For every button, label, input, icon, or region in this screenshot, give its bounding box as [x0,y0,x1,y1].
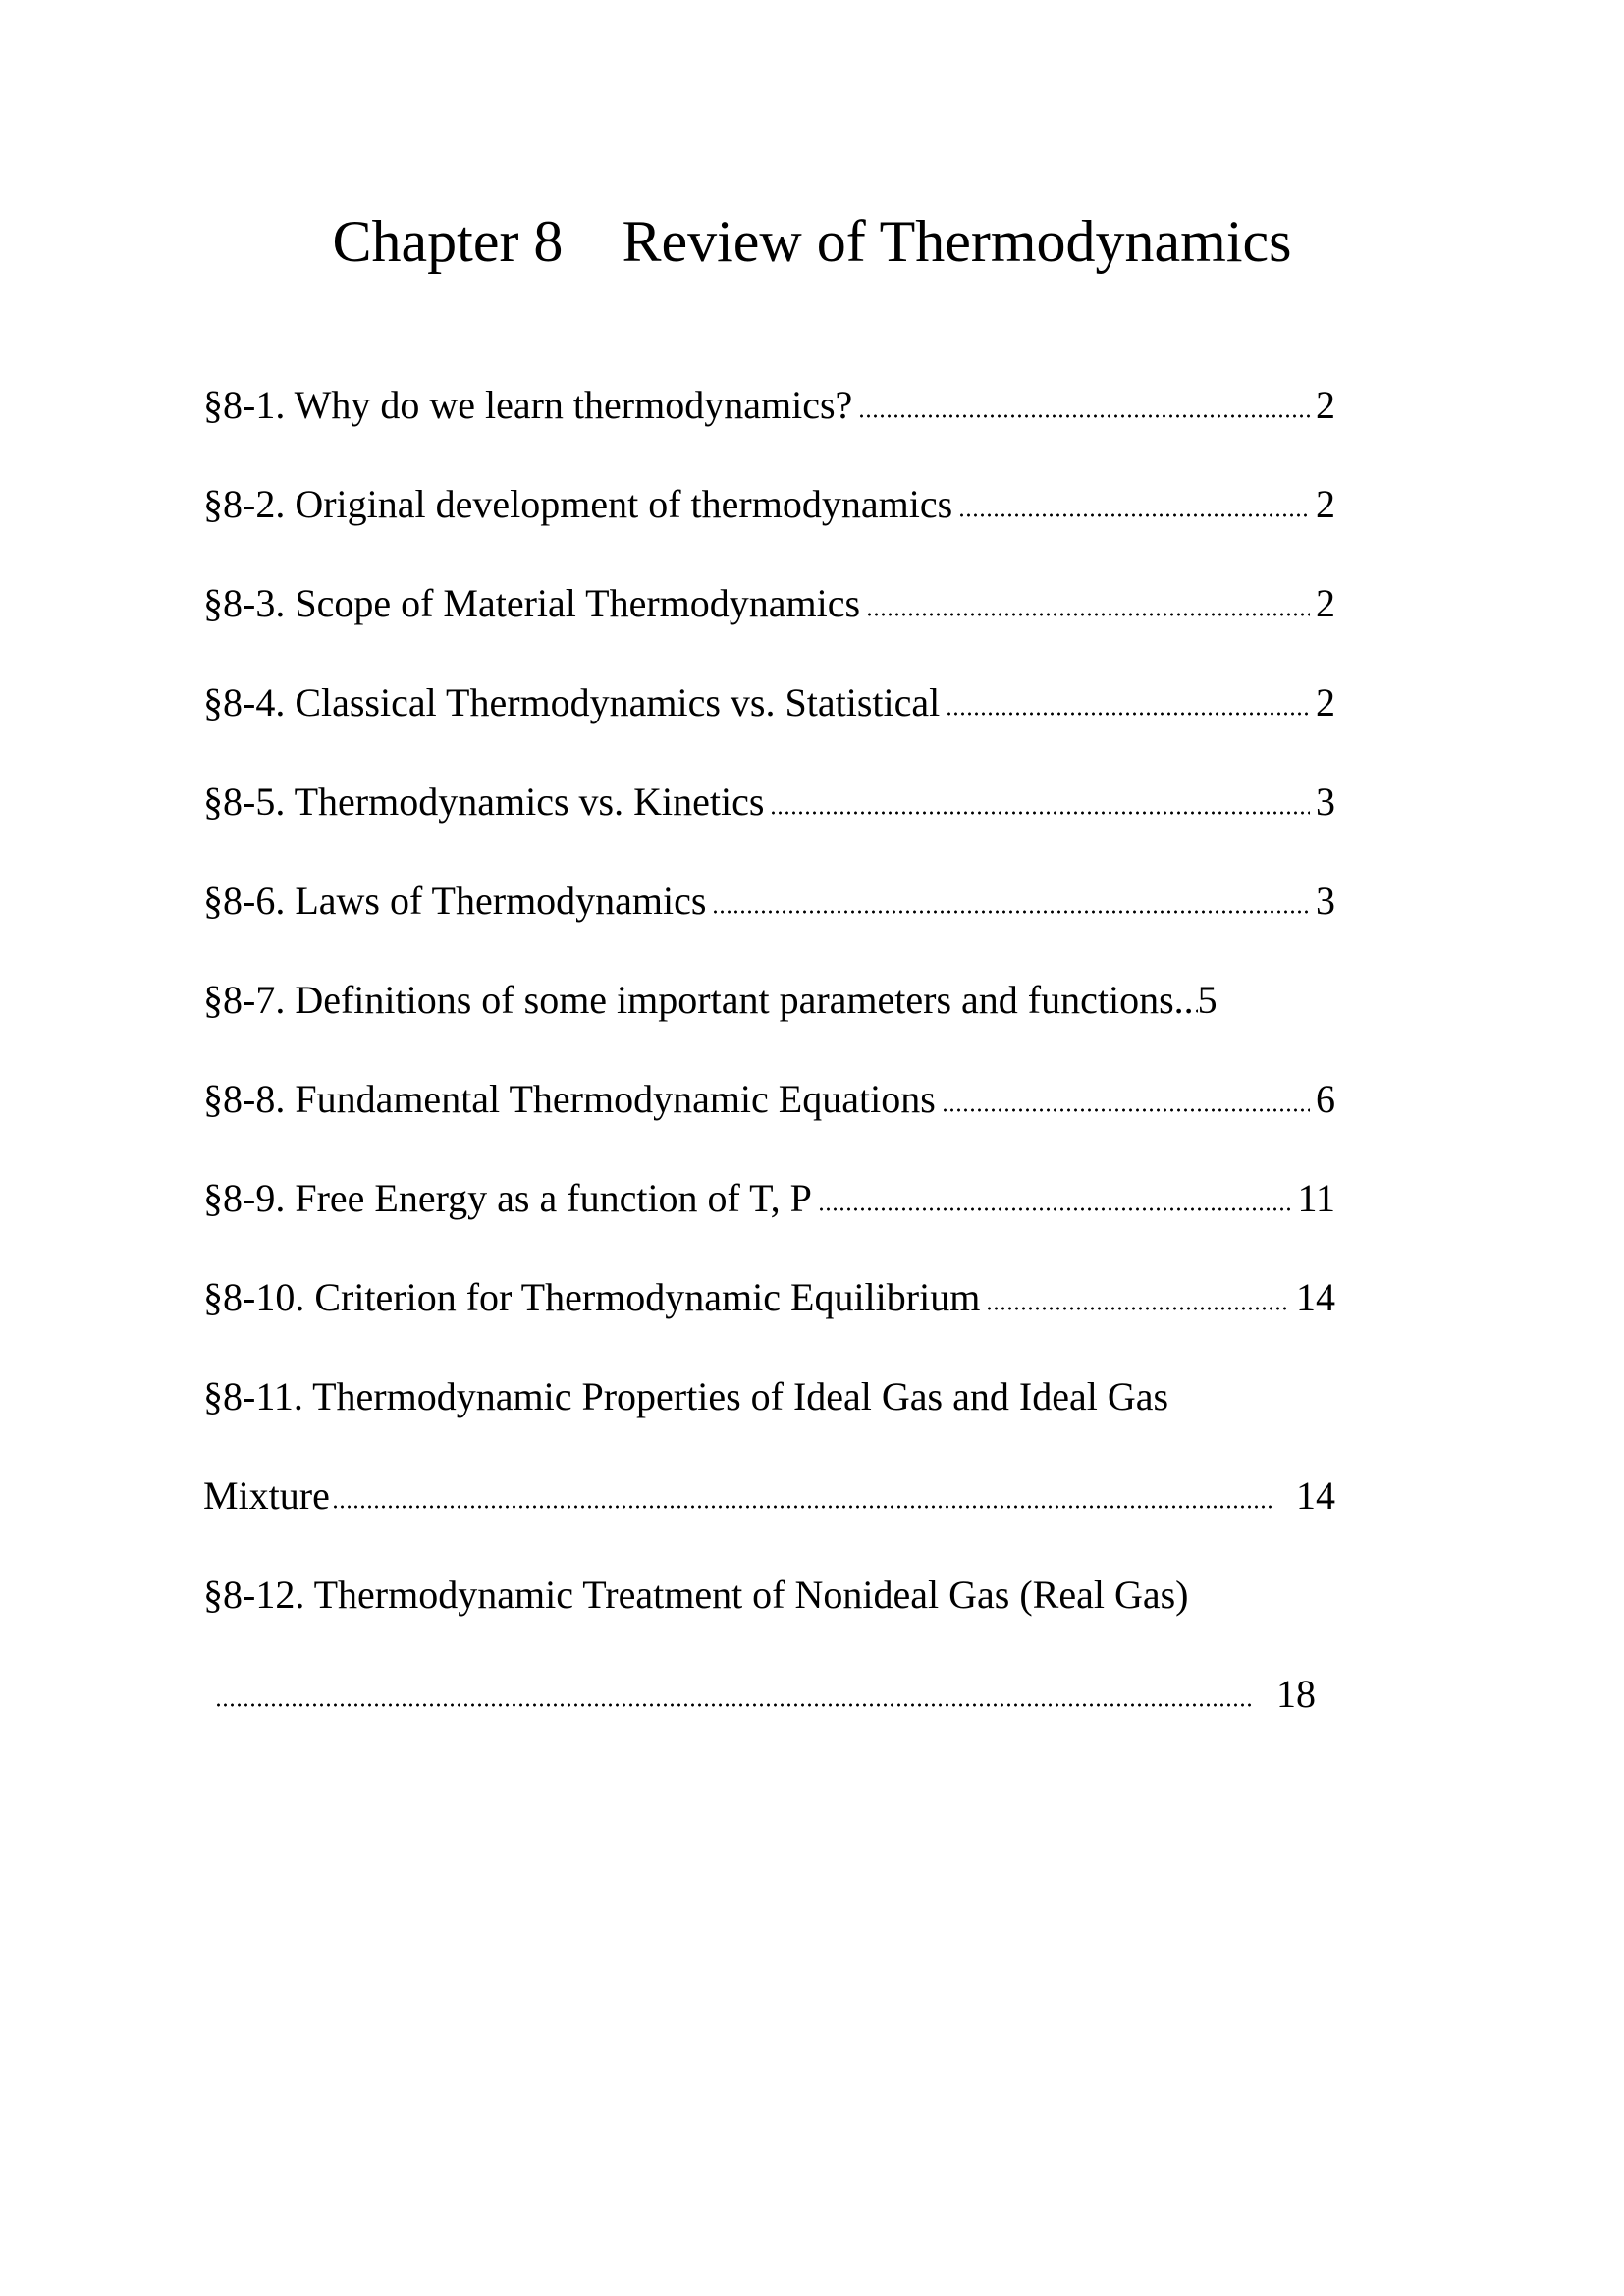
dot-leader [946,708,1310,716]
dot-leader [942,1104,1310,1112]
toc-entry-label: §8-1. Why do we learn thermodynamics? [203,383,853,427]
toc-entry-page: 11 [1297,1176,1335,1220]
toc-entry[interactable] [203,1049,1335,1148]
toc-entry-page: 2 [1316,482,1335,526]
toc-entry-label: §8-4. Classical Thermodynamics vs. Statistical [203,680,941,724]
dot-leader [858,410,1310,418]
dot-leader [332,1501,1272,1509]
toc-entry-label: §8-12. Thermodynamic Treatment of Nonideal Gas (Real Gas) [203,1573,1189,1617]
toc-entry-page: 14 [1296,1275,1335,1319]
toc-entry[interactable] [203,454,1335,554]
toc-entry[interactable] [203,554,1335,653]
dot-leader [770,807,1310,815]
toc-entry-label-continued: Mixture [203,1473,330,1518]
toc-entry[interactable] [203,950,1335,1049]
dot-leader [712,906,1310,914]
chapter-name: Review of Thermodynamics [622,209,1292,274]
toc-entry[interactable] [203,1347,1335,1446]
dot-leader [958,509,1310,517]
dot-leader [866,609,1310,616]
dot-leader [215,1699,1253,1707]
toc-entry-page: 14 [1296,1473,1335,1518]
toc-entry-label: §8-5. Thermodynamics vs. Kinetics [203,779,765,824]
toc-entry-continuation[interactable] [203,1446,1335,1545]
toc-entry-page: 2 [1316,680,1335,724]
toc-entry-continuation[interactable] [203,1644,1335,1743]
toc-entry-label: §8-2. Original development of thermodynamics [203,482,953,526]
toc-entry-label: §8-11. Thermodynamic Properties of Ideal Gas and Ideal Gas [203,1374,1169,1418]
chapter-title [0,208,1624,276]
toc-entry[interactable] [203,1248,1335,1347]
toc-entry-page: 18 [1276,1672,1316,1716]
toc-entry[interactable] [203,355,1335,454]
toc-entry[interactable] [203,1545,1335,1644]
toc-entry-label: §8-9. Free Energy as a function of T, P [203,1176,812,1220]
toc-entry-label: §8-3. Scope of Material Thermodynamics [203,581,861,625]
table-of-contents [203,355,1335,1743]
dot-leader [818,1203,1292,1211]
toc-entry-label: §8-10. Criterion for Thermodynamic Equilibrium [203,1275,981,1319]
chapter-number: Chapter 8 [332,209,564,274]
toc-entry-page: 3 [1316,779,1335,824]
toc-entry[interactable] [203,752,1335,851]
toc-entry-page: 6 [1316,1077,1335,1121]
toc-entry-label: §8-6. Laws of Thermodynamics [203,879,707,923]
toc-entry-page: 2 [1316,581,1335,625]
toc-entry-page: 2 [1316,383,1335,427]
toc-entry[interactable] [203,653,1335,752]
toc-entry-page: 3 [1316,879,1335,923]
dot-leader [986,1303,1290,1310]
toc-entry[interactable] [203,851,1335,950]
toc-entry-label: §8-7. Definitions of some important parameters and functions.. [203,978,1194,1022]
toc-entry-label: §8-8. Fundamental Thermodynamic Equations [203,1077,936,1121]
toc-entry[interactable] [203,1148,1335,1248]
toc-entry-page: 5 [1197,978,1218,1022]
